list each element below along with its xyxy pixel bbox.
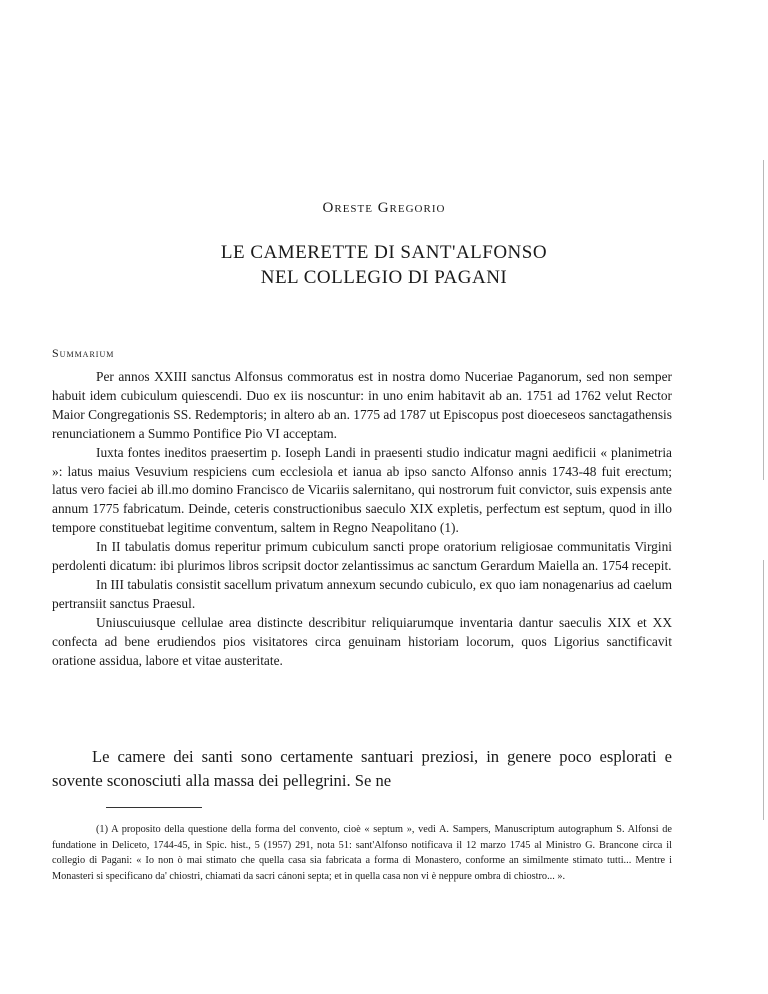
summary-paragraph-2: Iuxta fontes ineditos praesertim p. Ioseph Landi in praesenti studio indicatur magni aedificii « planimetria »: latus maius Vesuvium respiciens cum ecclesiola et ianua ab ipso sancto Alfonso annis 1743-48 fuit erectum; latus vero faciei ab ill.mo domino Francisco de Vicariis salernitano, qui nostrorum fuit convictor, suis expensis ante annum 1775 fabricatum. Deinde, ceteris constructionibus saeculo XIX expletis, perfectum est septum, quod in illo tempore constituebat legitime conventum, saltem in Regno Neapolitano (1). — [52, 444, 672, 536]
summary-paragraph-1: Per annos XXIII sanctus Alfonsus commoratus est in nostra domo Nuceriae Paganorum, sed non semper habuit idem cubiculum quiescendi. Duo ex iis noscuntur: in uno enim habitavit ab an. 1751 ad 1762 velut Rector Maior Congregationis SS. Redemptoris; in altero ab an. 1775 ad 1787 ut Episcopus post dioeceseos sanctagathensis renunciationem a Summo Pontifice Pio VI acceptam. — [52, 369, 672, 441]
summary-paragraph-3: In II tabulatis domus reperitur primum cubiculum sancti prope oratorium religiosae communitatis Virgini perdolenti dicatum: ibi plurimos libros scripsit doctor zelantissimus ac sanctum Gerardum Maiella an. 1754 recepit. — [52, 539, 672, 574]
summary-paragraph-5: Uniuscuiusque cellulae area distincte describitur reliquiarumque inventaria dantur saeculis XIX et XX confecta ad bene erudiendos pios visitatores circa genuinam historiam locorum, quos Ligorius sanctificavit oratione assidua, labore et vitae austeritate. — [52, 614, 672, 668]
footnote-section — [52, 822, 672, 884]
article-title — [0, 240, 768, 290]
body-section — [52, 745, 672, 793]
author-name: Oreste Gregorio — [322, 200, 446, 216]
title-line-2: NEL COLLEGIO DI PAGANI — [260, 267, 508, 288]
summary-section — [52, 368, 672, 671]
scan-edge-mark — [763, 560, 764, 820]
footnote-rule — [106, 807, 202, 808]
body-paragraph: Le camere dei santi sono certamente santuari preziosi, in genere poco esplorati e sovente sconosciuti alla massa dei pellegrini. Se ne — [52, 747, 672, 790]
title-line-1: LE CAMERETTE DI SANT'ALFONSO — [220, 242, 548, 263]
summary-paragraph-4: In III tabulatis consistit sacellum privatum annexum secundo cubiculo, ex quo iam nonagenarius ad caelum pertransiit sanctus Praesul. — [52, 576, 672, 611]
scan-edge-mark — [763, 160, 764, 480]
summary-heading: Summarium — [52, 346, 115, 360]
footnote-1: (1) A proposito della questione della forma del convento, cioè « septum », vedi A. Sampers, Manuscriptum autographum S. Alfonsi de fundatione in Deliceto, 1744-45, in Spic. hist., 5 (1957) 291, nota 51: sant'Alfonso notificava il 12 marzo 1745 al Ministro G. Brancone circa il collegio di Pagani: « Io non ò mai stimato che quella casa sia fabricata a forma di Monastero, conforme an similmente stimato tutti... Mentre i Monasteri si specificano da' chiostri, chiamati da sacri cánoni septa; et in quella casa non vi è neppure ombra di chiostro... ». — [52, 824, 672, 882]
